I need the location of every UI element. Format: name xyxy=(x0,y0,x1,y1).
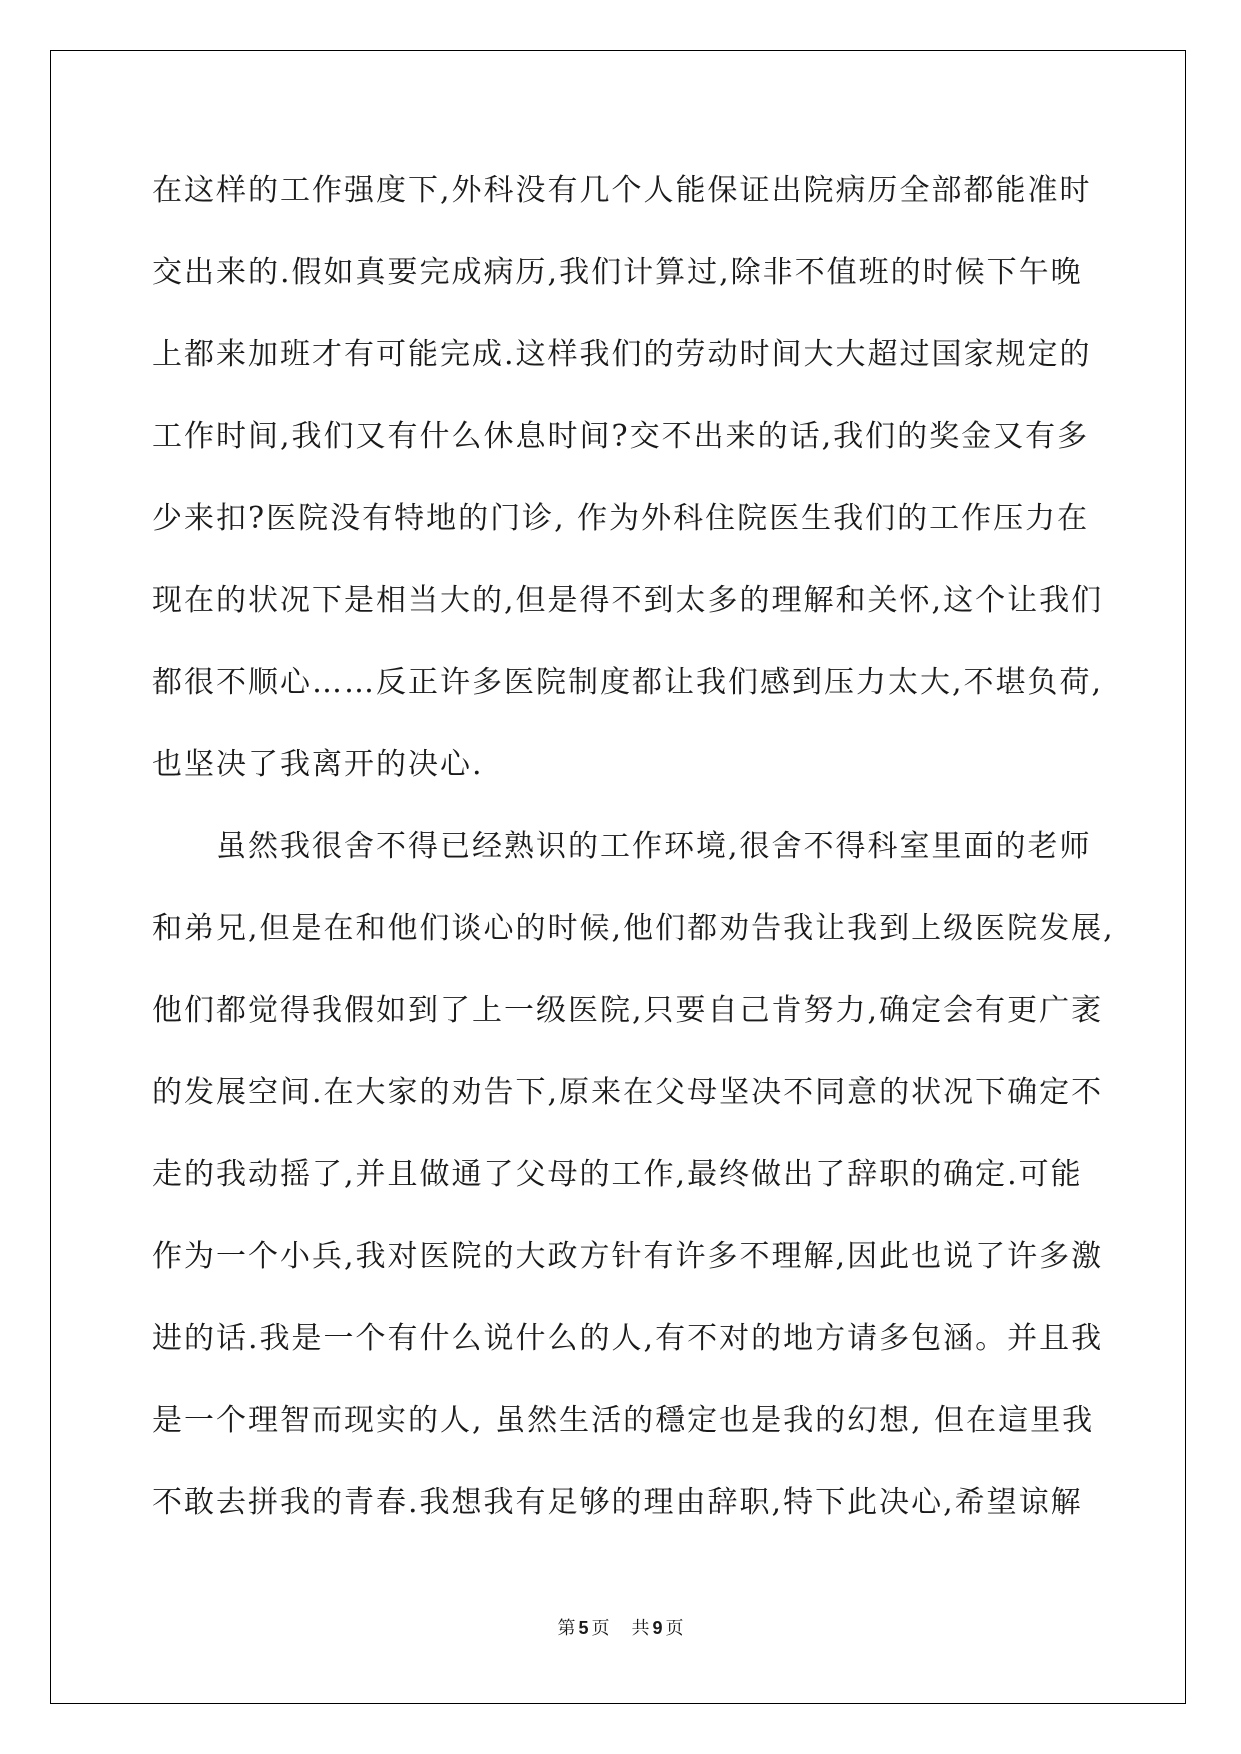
text-line: 和弟兄,但是在和他们谈心的时候,他们都劝告我让我到上级医院发展, xyxy=(152,911,1115,946)
text-line: 在这样的工作强度下,外科没有几个人能保证出院病历全部都能准时 xyxy=(152,173,1092,208)
text-line: 工作时间,我们又有什么休息时间?交不出来的话,我们的奖金又有多 xyxy=(152,419,1090,454)
total-pages-number: 9 xyxy=(652,1618,663,1638)
text-line: 他们都觉得我假如到了上一级医院,只要自己肯努力,确定会有更广袤 xyxy=(152,993,1104,1028)
document-body xyxy=(152,160,1115,1554)
text-line: 走的我动摇了,并且做通了父母的工作,最终做出了辞职的确定.可能 xyxy=(152,1157,1083,1192)
text-line: 交出来的.假如真要完成病历,我们计算过,除非不值班的时候下午晚 xyxy=(152,255,1083,290)
text-line: 也坚决了我离开的决心. xyxy=(152,747,484,782)
text-line: 的发展空间.在大家的劝告下,原来在父母坚决不同意的状况下确定不 xyxy=(152,1075,1104,1110)
text-line: 都很不顺心……反正许多医院制度都让我们感到压力太大,不堪负荷, xyxy=(152,665,1104,700)
footer-total-suffix: 页 xyxy=(665,1618,684,1638)
text-line: 不敢去拼我的青春.我想我有足够的理由辞职,特下此决心,希望谅解 xyxy=(152,1485,1083,1520)
paragraph-first-line: 虽然我很舍不得已经熟识的工作环境,很舍不得科室里面的老师 xyxy=(216,829,1092,864)
text-line: 上都来加班才有可能完成.这样我们的劳动时间大大超过国家规定的 xyxy=(152,337,1092,372)
current-page-number: 5 xyxy=(578,1618,589,1638)
footer-prefix: 第 xyxy=(557,1618,576,1638)
text-line: 是一个理智而现实的人, 虽然生活的穩定也是我的幻想, 但在這里我 xyxy=(152,1403,1095,1438)
footer-total-prefix: 共 xyxy=(631,1618,650,1638)
text-line: 现在的状况下是相当大的,但是得不到太多的理解和关怀,这个让我们 xyxy=(152,583,1104,618)
text-line: 少来扣?医院没有特地的门诊, 作为外科住院医生我们的工作压力在 xyxy=(152,501,1090,536)
text-line: 作为一个小兵,我对医院的大政方针有许多不理解,因此也说了许多激 xyxy=(152,1239,1104,1274)
text-line: 进的话.我是一个有什么说什么的人,有不对的地方请多包涵。并且我 xyxy=(152,1321,1104,1356)
page-footer xyxy=(0,1614,1241,1640)
footer-page-suffix: 页 xyxy=(591,1618,610,1638)
